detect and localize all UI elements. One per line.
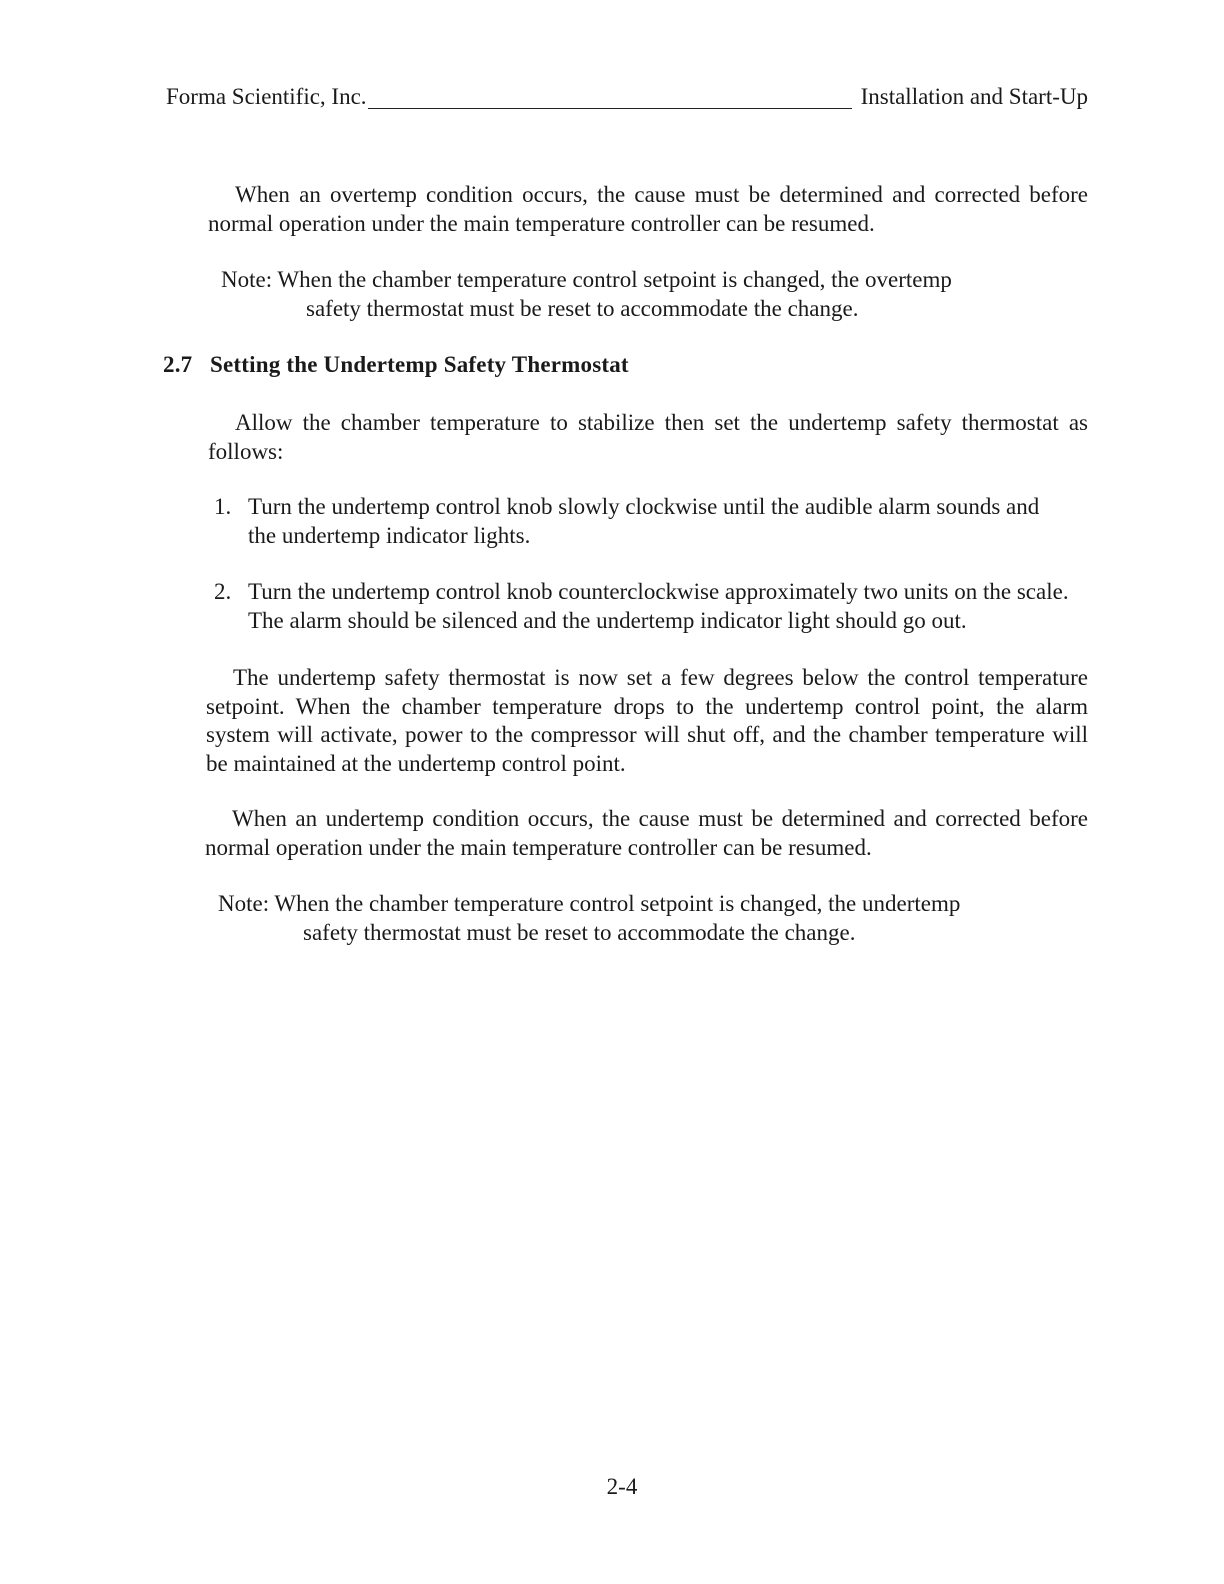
page-number: 2-4 xyxy=(606,1474,638,1499)
header-rule xyxy=(368,108,852,109)
undertemp-result-paragraph: The undertemp safety thermostat is now set a few degrees below the control temperature setpoint. When the chamber temperature drops to the undertemp control point, the alarm system will activate, power to the compressor will shut off, and the chamber temperature will be maintained at the undertemp control point. xyxy=(206,665,1088,776)
undertemp-note-line-1: Note: When the chamber temperature control setpoint is changed, the undertemp xyxy=(218,891,961,916)
header-company-name: Forma Scientific, Inc. xyxy=(166,84,367,109)
header-chapter-title: Installation and Start-Up xyxy=(860,84,1088,109)
list-item xyxy=(214,493,1064,550)
step-marker: 2. xyxy=(214,579,232,604)
section-heading xyxy=(163,352,629,378)
section-title: Setting the Undertemp Safety Thermostat xyxy=(210,352,629,377)
undertemp-note xyxy=(218,890,1098,947)
undertemp-condition-paragraph: When an undertemp condition occurs, the cause must be determined and corrected before normal operation under the main temperature controller can be resumed. xyxy=(205,806,1088,860)
section-number: 2.7 xyxy=(163,352,193,377)
undertemp-intro-paragraph: Allow the chamber temperature to stabilize then set the undertemp safety thermostat as follows: xyxy=(208,410,1088,464)
list-item xyxy=(214,578,1086,635)
overtemp-note-line-2: safety thermostat must be reset to accommodate the change. xyxy=(306,295,859,321)
running-header xyxy=(166,84,1088,114)
step-text: Turn the undertemp control knob slowly clockwise until the audible alarm sounds and the undertemp indicator lights. xyxy=(248,494,1040,548)
overtemp-condition-paragraph: When an overtemp condition occurs, the cause must be determined and corrected before normal operation under the main temperature controller can be resumed. xyxy=(208,182,1088,236)
overtemp-note-line-1: Note: When the chamber temperature control setpoint is changed, the overtemp xyxy=(221,267,952,292)
overtemp-note xyxy=(221,266,1101,323)
step-marker: 1. xyxy=(214,494,232,519)
undertemp-note-line-2: safety thermostat must be reset to accommodate the change. xyxy=(303,919,856,945)
step-text: Turn the undertemp control knob counterclockwise approximately two units on the scale. The alarm should be silenced and the undertemp indicator light should go out. xyxy=(248,579,1069,633)
